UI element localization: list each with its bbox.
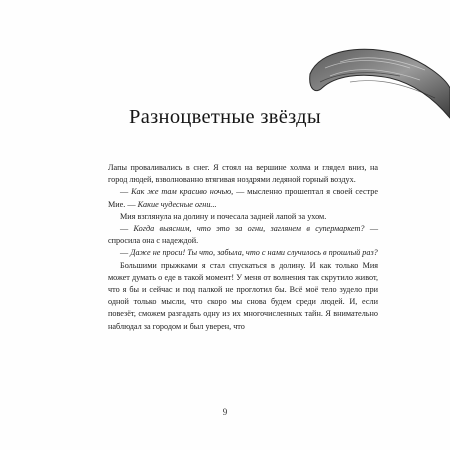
paragraph [108,260,378,333]
italic-text: Как же там красиво ночью, [131,187,234,197]
italic-text: Когда выясним, что это за огни, заглянем в супермаркет? [133,224,365,234]
italic-text: Даже не проси! Ты что, забыла, что с нами случилось в прошлый раз? [130,248,378,258]
italic-text: Какие чудесные огни... [137,199,217,209]
page-number: 9 [222,407,228,417]
text-segment: Лапы проваливались в снег. Я стоял на вершине холма и глядел вниз, на город людей, взволнованно втягивая ноздрями ледяной горный воздух. [108,163,378,185]
paragraph [108,247,378,259]
text-segment: — [120,187,132,197]
text-segment: — [120,224,134,234]
text-segment: Большими прыжками я стал спускаться в долину. И как только Мия может думать о еде в такой момент! У меня от волнения так скрутило живот, что я бы и сейчас и под палкой не проглотил бы. Всё моё тело зудело при одной только мысли, что скоро мы снова будем среди людей. И, если повезёт, сможем разгадать одну из их многочисленных тайн. Я внимательно наблюдал за городом и был уверен, что [108,260,378,331]
paragraph [108,186,378,210]
chapter-body-text [108,162,378,333]
paragraph [108,211,378,223]
paragraph [108,223,378,247]
text-segment: — спросила она с надеждой. [108,224,378,246]
text-segment: — [120,248,131,258]
paragraph [108,162,378,186]
chapter-title: Разноцветные звёзды [129,106,321,128]
text-segment: — мысленно прошептал я своей сестре Мие. — [108,187,379,209]
text-segment: Мия взглянула на долину и почесала задней лапой за ухом. [120,211,327,221]
